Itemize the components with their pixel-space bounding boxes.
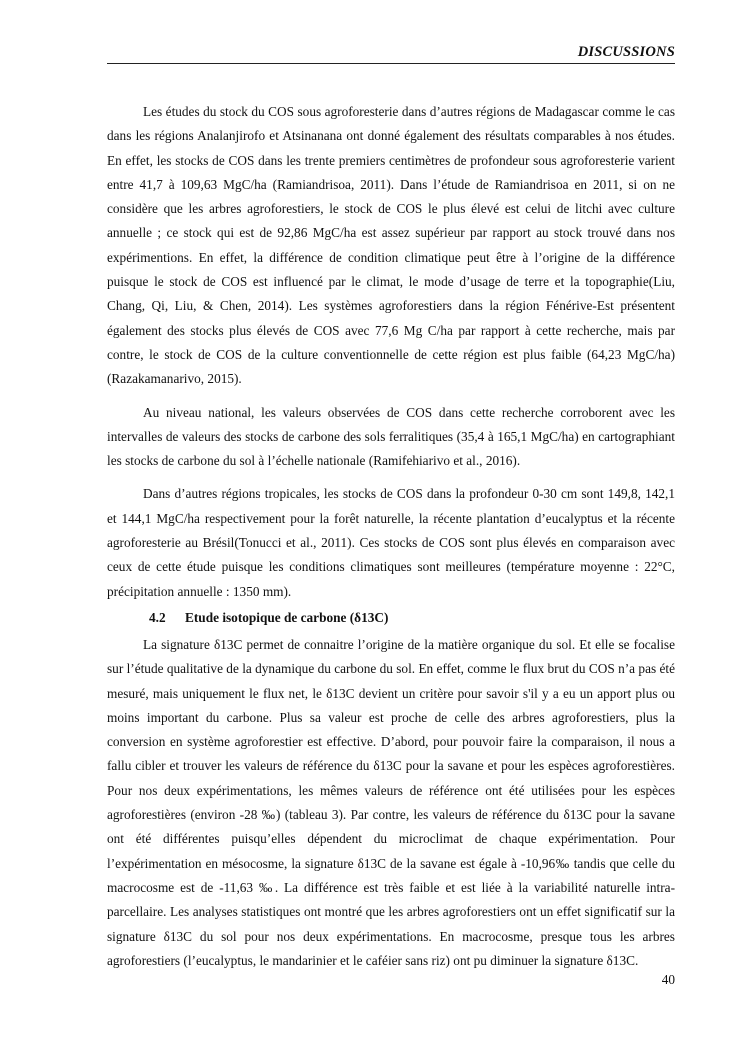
running-header: [107, 43, 675, 64]
header-title: DISCUSSIONS: [577, 44, 675, 60]
page-number: 40: [661, 972, 675, 987]
section-title: Etude isotopique de carbone (δ13C): [185, 609, 389, 625]
paragraph: La signature δ13C permet de connaitre l’origine de la matière organique du sol. Et elle se focalise sur l’étude qualitative de la dynamique du carbone du sol. En effet, comme le flux brut du COS n’a pas été mesuré, mais uniquement le flux net, le δ13C devient un critère pour savoir s'il y a eu un apport plus ou moins important du carbone. Plus sa valeur est proche de celle des arbres agroforestiers, plus la conversion en système agroforestier est effective. D’abord, pour pouvoir faire la comparaison, il nous a fallu cibler et trouver les valeurs de référence du δ13C pour la savane et pour les espèces agroforestières. Pour nos deux expérimentations, les mêmes valeurs de référence ont été utilisées pour les espèces agroforestières (environ -28 ‰) (tableau 3). Par contre, les valeurs de référence du δ13C pour la savane ont été différentes puisqu’elles dépendent du microclimat de chaque expérimentation. Pour l’expérimentation en mésocosme, la signature δ13C de la savane est égale à -10,96‰ tandis que celle du macrocosme est de -11,63 ‰. La différence est très faible et est liée à la variabilité naturelle intra-parcellaire. Les analyses statistiques ont montré que les arbres agroforestiers ont un effet significatif sur la signature δ13C du sol pour nos deux expérimentations. En macrocosme, presque tous les arbres agroforestiers (l’eucalyptus, le mandarinier et le caféier sans riz) ont pu diminuer la signature δ13C.: [107, 636, 675, 968]
section-number: 4.2: [149, 609, 166, 625]
paragraph: Dans d’autres régions tropicales, les stocks de COS dans la profondeur 0-30 cm sont 149,8, 142,1 et 144,1 MgC/ha respectivement pour la forêt naturelle, la récente plantation d’eucalyptus et la récente agroforesterie au Brésil(Tonucci et al., 2011). Ces stocks de COS sont plus élevés en comparaison avec ceux de cette étude puisque les conditions climatiques sont meilleures (température moyenne : 22°C, précipitation annuelle : 1350 mm).: [107, 486, 675, 599]
document-body: [107, 100, 675, 973]
paragraph: Au niveau national, les valeurs observées de COS dans cette recherche corroborent avec les intervalles de valeurs des stocks de carbone des sols ferralitiques (35,4 à 165,1 MgC/ha) en cartographiant les stocks de carbone du sol à l’échelle nationale (Ramifehiarivo et al., 2016).: [107, 404, 675, 469]
paragraph: Les études du stock du COS sous agroforesterie dans d’autres régions de Madagascar comme le cas dans les régions Analanjirofo et Atsinanana ont donné également des résultats comparables à nos études. En effet, les stocks de COS dans les trente premiers centimètres de profondeur sous agroforesterie varient entre 41,7 à 109,63 MgC/ha (Ramiandrisoa, 2011). Dans l’étude de Ramiandrisoa en 2011, si on ne considère que les arbres agroforestiers, le stock de COS le plus élevé est celui de litchi avec culture annuelle ; ce stock qui est de 92,86 MgC/ha est assez supérieur par rapport au stock trouvé dans nos expérimentions. En effet, la différence de condition climatique peut être à l’origine de la différence puisque le stock de COS est influencé par le climat, le mode d’usage de terre et la topographie(Liu, Chang, Qi, Liu, & Chen, 2014). Les systèmes agroforestiers dans la région Fénérive-Est présentent également des stocks plus élevés de COS avec 77,6 Mg C/ha par rapport à cette recherche, mais par contre, le stock de COS de la culture conventionnelle de cette région est plus faible (64,23 MgC/ha) (Razakamanarivo, 2015).: [107, 104, 675, 387]
section-heading: [107, 606, 675, 630]
